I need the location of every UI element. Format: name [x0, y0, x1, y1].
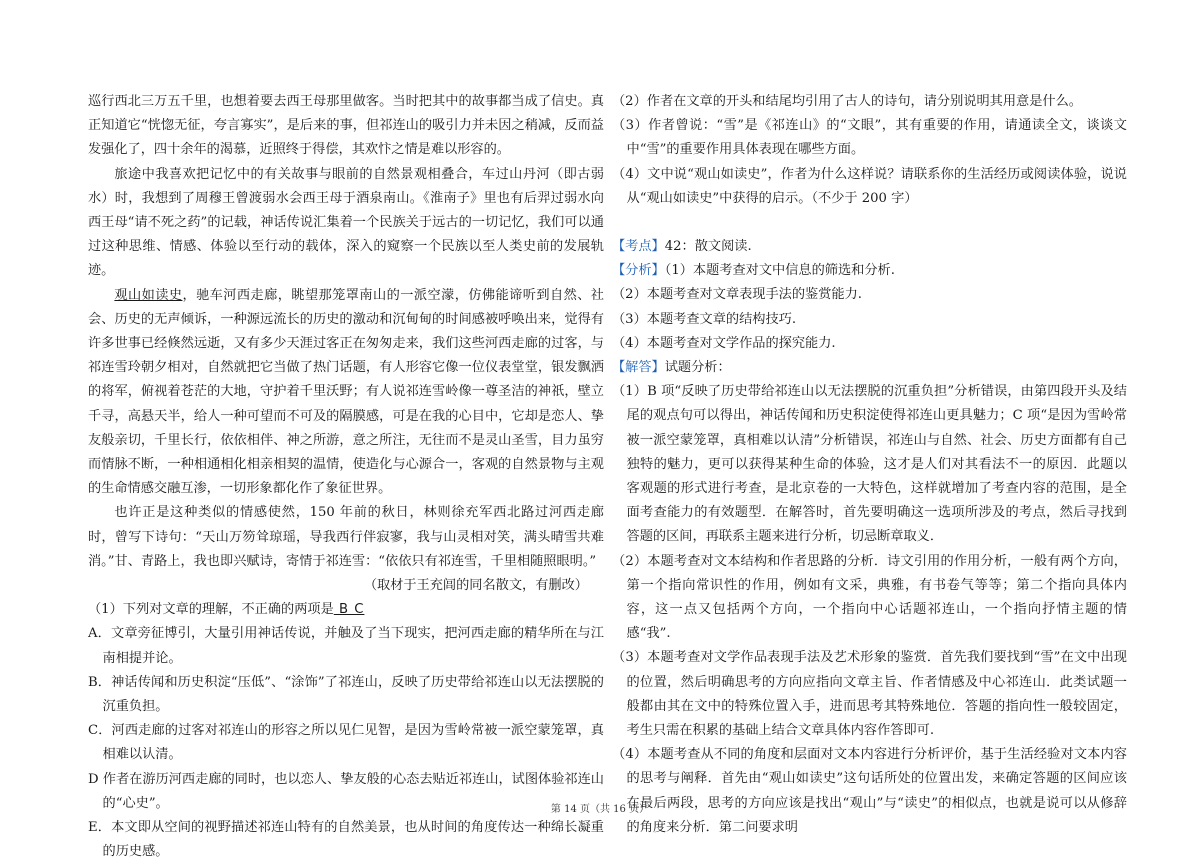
jieda-line — [612, 356, 1127, 380]
option-d: D 作者在游历河西走廊的同时，也以恋人、挚友般的心态去贴近祁连山，试图体验祁连山的“心史”。 — [88, 771, 604, 811]
option-e: E．本文即从空间的视野描述祁连山特有的自然美景，也从时间的角度传达一种绵长凝重的历史感。 — [88, 820, 604, 860]
answer-3: （3）本题考查对文学作品表现手法及艺术形象的鉴赏．首先我们要找到“雪”在文中出现的位置，然后明确思考的方向应指向文章主旨、作者情感及中心祁连山．此类试题一般都由其在文中的特殊位置入手，进而思考其特殊地位．答题的指向性一般较固定，考生只需在积累的基础上结合文章具体内容作答即可. — [612, 650, 1127, 739]
spacer — [612, 211, 1127, 235]
left-column — [88, 90, 604, 865]
answer-2: （2）本题考查对文本结构和作者思路的分析．诗文引用的作用分析，一般有两个方向，第一个指向常识性的作用，例如有文采，典雅，有书卷气等等；第二个指向具体内容，这一点又包括两个方向，一个指向中心话题祁连山，一个指向抒情主题的情感“我”. — [612, 553, 1127, 642]
passage-paragraph-2: 旅途中我喜欢把记忆中的有关故事与眼前的自然景观相叠合，车过山丹河（即古弱水）时，我想到了周穆王曾渡弱水会西王母于酒泉南山。《淮南子》里也有后羿过弱水向西王母“请不死之药”的记载，神话传说汇集着一个民族关于远古的一切记忆，我们可以通过这种思维、情感、体验以至行动的载体，深入的窥察一个民族以至人类史前的发展轨迹。 — [88, 166, 604, 279]
answer-4: （4）本题考查从不同的角度和层面对文本内容进行分析评价，基于生活经验对文本内容的思考与阐释．首先由“观山如读史”这句话所处的位置出发，来确定答题的区间应该在最后两段，思考的方向应该是找出“观山”与“读史”的相似点，也就是说可以从修辞的角度来分析．第二问要求明 — [612, 747, 1127, 835]
page-footer: 第 14 页（共 16 页） — [550, 804, 650, 815]
option-b: B．神话传闻和历史积淀“压低”、“涂饰”了祁连山，反映了历史带给祁连山以无法摆脱的沉重负担。 — [88, 674, 604, 715]
question-4: （4）文中说“观山如读史”，作者为什么这样说？请联系你的生活经历或阅读体验，说说从“观山如读史”中获得的启示。（不少于 200 字） — [612, 166, 1127, 206]
highlight-phrase: 观山如读史 — [114, 287, 183, 303]
passage-paragraph-3-body: ，驰车河西走廊，眺望那笼罩南山的一派空濛，仿佛能谛听到自然、社会、历史的无声倾诉，一种源远流长的历史的激动和沉甸甸的时间感被呼唤出来，觉得有许多世事已经倏然远逝，又有多少天涯过客正在匆匆走来，我们这些河西走廊的过客，与祁连雪玲朝夕相对，自然就把它当做了热门话题，有人形容它像一位仪表堂堂，银发飘洒的将军，俯视着苍茫的大地，守护着千里沃野；有人说祁连雪岭像一尊圣洁的神祇，壁立千寻，高悬天半，给人一种可望而不可及的隔膜感，可是在我的心目中，它却是恋人、挚友般亲切，千里长行，依依相伴、神之所游，意之所注，无往而不是灵山圣雪，目力虽穷而情脉不断，一种相通相化相亲相契的温情，使造化与心源合一，客观的自然景物与主观的生命情感交融互渗，一切形象都化作了象征世界。 — [88, 287, 604, 497]
question-1-answer: B C — [333, 602, 365, 618]
passage-paragraph-4: 也许正是这种类似的情感使然，150 年前的秋日，林则徐充军西北路过河西走廊时，曾写下诗句：“天山万笏耸琼瑶，导我西行伴寂寥，我与山灵相对笑，满头晴雪共难消。”甘、青路上，我也即兴赋诗，寄情于祁连雪：“依依只有祁连雪，千里相随照眼明。” — [88, 505, 604, 569]
option-c: C．河西走廊的过客对祁连山的形容之所以见仁见智，是因为雪岭常被一派空蒙笼罩，真相难以认清。 — [88, 723, 604, 763]
fenxi-item-3: （3）本题考查文章的结构技巧. — [612, 311, 797, 327]
option-a: A．文章旁征博引，大量引用神话传说，并触及了当下现实，把河西走廊的精华所在与江南相提并论。 — [88, 626, 604, 666]
passage-source: （取材于王充闾的同名散文，有删改） — [363, 578, 588, 594]
kaodian-line — [612, 235, 1127, 259]
question-1 — [88, 598, 604, 622]
question-3: （3）作者曾说：“雪”是《祁连山》的“文眼”，其有重要的作用，请通读全文，谈谈文中“雪”的重要作用具体表现在哪些方面。 — [612, 118, 1127, 158]
answer-1: （1）B 项“反映了历史带给祁连山以无法摆脱的沉重负担”分析错误，由第四段开头及结尾的观点句可以得出，神话传闻和历史积淀使得祁连山更具魅力；C 项“是因为雪岭常被一派空蒙笼罩，真相难以认清”分析错误，祁连山与自然、社会、历史方面都有自己独特的魅力，更可以获得某种生命的体验，这才是人们对其看法不一的原因．此题以客观题的形式进行考查，是北京卷的一大特色，这样就增加了考查内容的范围，是全面考查能力的有效题型．在解答时，首先要明确这一选项所涉及的考点，然后寻找到答题的区间，再联系主题来进行分析，切忌断章取义． — [612, 384, 1127, 545]
right-column — [612, 90, 1127, 840]
kaodian-text: 42：散文阅读. — [664, 239, 752, 255]
passage-paragraph-1: 巡行西北三万五千里，也想着要去西王母那里做客。当时把其中的故事都当成了信史。真正知道它“恍惚无征，夸言寡实”，是后来的事，但祁连山的吸引力并未因之稍减，反而益发强化了，四十余年的渴慕，近照终于得偿，其欢忭之情是难以形容的。 — [88, 94, 604, 158]
jieda-tag: 【解答】 — [612, 360, 665, 376]
fenxi-tag: 【分析】 — [612, 263, 665, 279]
passage-paragraph-3 — [88, 284, 604, 502]
fenxi-line — [612, 259, 1127, 283]
question-1-stem: （1）下列对文章的理解，不正确的两项是 — [88, 602, 334, 618]
fenxi-item-2: （2）本题考查对文章表现手法的鉴赏能力. — [612, 287, 862, 303]
kaodian-tag: 【考点】 — [612, 239, 665, 255]
fenxi-item-4: （4）本题考查对文学作品的探究能力. — [612, 335, 836, 351]
question-2: （2）作者在文章的开头和结尾均引用了古人的诗句，请分别说明其用意是什么。 — [612, 94, 1082, 109]
jieda-text: 试题分析： — [664, 360, 731, 376]
fenxi-first: （1）本题考查对文中信息的筛选和分析. — [664, 263, 895, 279]
